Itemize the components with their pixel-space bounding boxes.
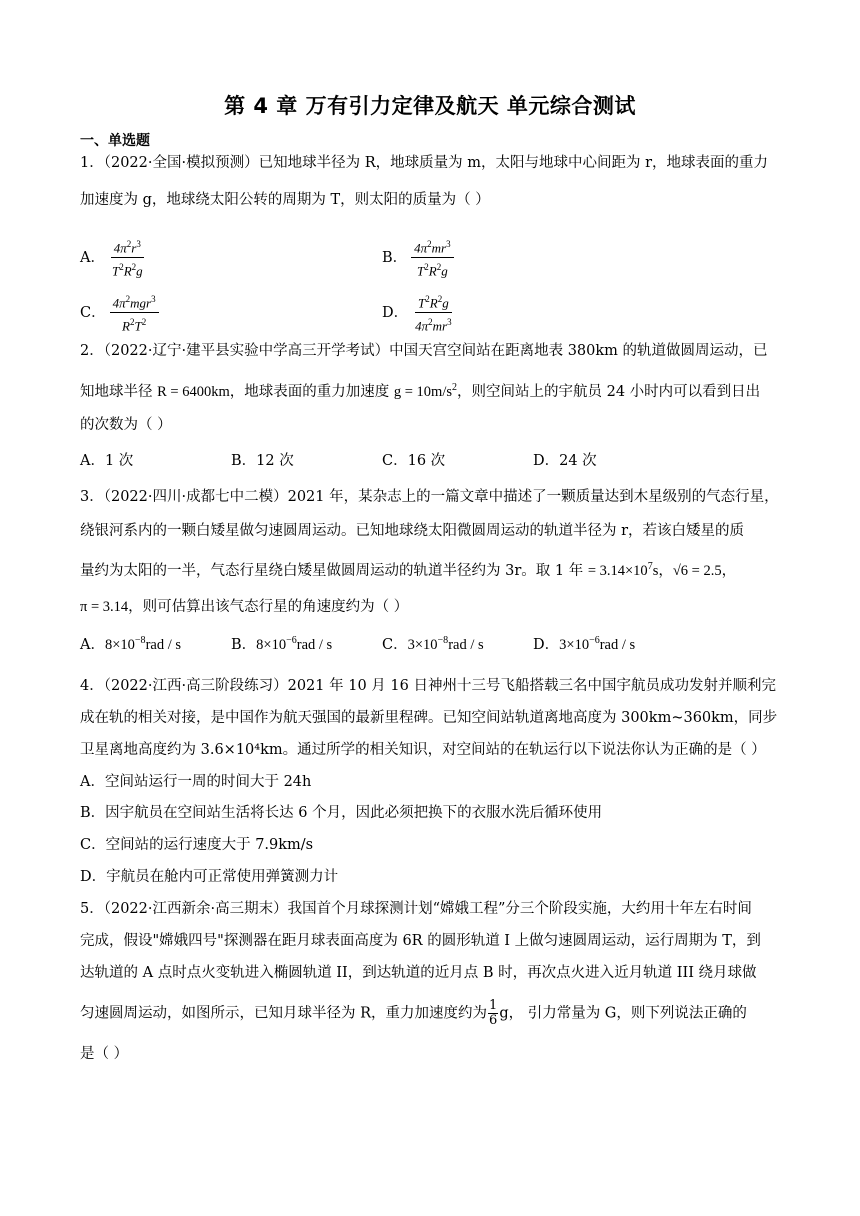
q2-option-d[interactable]: D．24 次 — [533, 453, 597, 469]
q1-option-a-formula: $\frac{4\pi^2r^3}{T^2R^2g}$ — [109, 236, 146, 280]
q4-line3: 卫星离地高度约为 3.6×10⁴km。通过所学的相关知识，对空间站的在轨运行以下说法你认为正确的是（ ） — [80, 742, 766, 758]
q2-radius-eq: R = 6400km — [157, 383, 230, 400]
q4-option-b[interactable]: B．因宇航员在空间站生活将长达 6 个月，因此必须把换下的衣服水洗后循环使用 — [80, 805, 603, 821]
q2-gravity-eq: $g = 10m/s^2$ — [393, 382, 457, 400]
q1-option-c[interactable]: C． $\frac{4\pi^2mgr^3}{R^2T^2}$ — [80, 291, 159, 335]
q2-option-b[interactable]: B．12 次 — [231, 453, 294, 469]
q2-line2: 知地球半径 R = 6400km，地球表面的重力加速度 $g = 10m/s^2$，则空间站上的宇航员 24 小时内可以看到日出 — [80, 382, 761, 400]
q1-option-b[interactable]: B． $\frac{4\pi^2mr^3}{T^2R^2g}$ — [382, 236, 454, 280]
page-title: 第 4 章 万有引力定律及航天 单元综合测试 — [224, 94, 636, 118]
q4-option-c[interactable]: C．空间站的运行速度大于 7.9km/s — [80, 837, 314, 853]
q3-option-c[interactable]: C．$3\times 10^{-8}rad / s$ — [382, 635, 484, 653]
q3-sqrt-eq: √6 = 2.5 — [672, 562, 722, 579]
q5-line3: 达轨道的 A 点时点火变轨进入椭圆轨道 II，到达轨道的近月点 B 时，再次点火进入近月轨道 III 绕月球做 — [80, 965, 757, 981]
q3-option-a[interactable]: A．$8\times 10^{-8}rad / s$ — [80, 635, 181, 653]
q2-option-a[interactable]: A．1 次 — [80, 453, 134, 469]
q2-line3: 的次数为（ ） — [80, 417, 172, 433]
q3-year-eq: = $3.14\times 10^7s$ — [587, 561, 659, 579]
q5-fraction: $\frac{1}{6}$ — [489, 998, 498, 1028]
q5-line4: 匀速圆周运动，如图所示，已知月球半径为 R，重力加速度约为 $\frac{1}{6}$ g， 引力常量为 G，则下列说法正确的 — [80, 998, 747, 1028]
q3-option-d[interactable]: D．$3\times 10^{-6}rad / s$ — [533, 635, 636, 653]
q4-option-d[interactable]: D．宇航员在舱内可正常使用弹簧测力计 — [80, 869, 339, 885]
q4-option-a[interactable]: A．空间站运行一周的时间大于 24h — [80, 774, 312, 790]
q4-line2: 成在轨的相关对接，是中国作为航天强国的最新里程碑。已知空间站轨道离地高度为 300km~360km，同步 — [80, 710, 778, 726]
q3-pi-eq: π = 3.14 — [80, 599, 129, 615]
q1-option-d[interactable]: D． $\frac{T^2R^2g}{4\pi^2mr^3}$ — [382, 291, 455, 335]
q3-line1: 3．（2022·四川·成都七中二模）2021 年，某杂志上的一篇文章中描述了一颗质量达到木星级别的气态行星， — [80, 489, 779, 505]
q2-line1: 2．（2022·辽宁·建平县实验中学高三开学考试）中国天宫空间站在距离地表 380km 的轨道做圆周运动，已 — [80, 343, 768, 359]
q3-line3: 量约为太阳的一半，气态行星绕白矮星做圆周运动的轨道半径约为 3r。取 1 年 = $3.14\times 10^7s$，√6 = 2.5， — [80, 561, 737, 579]
q1-option-d-formula: $\frac{T^2R^2g}{4\pi^2mr^3}$ — [412, 291, 454, 335]
q1-option-c-formula: $\frac{4\pi^2mgr^3}{R^2T^2}$ — [110, 291, 159, 335]
q3-line4: π = 3.14，则可估算出该气态行星的角速度约为（ ） — [80, 599, 409, 615]
q5-line1: 5．（2022·江西新余·高三期末）我国首个月球探测计划“嫦娥工程”分三个阶段实施，大约用十年左右时间 — [80, 901, 752, 917]
q4-line1: 4．（2022·江西·高三阶段练习）2021 年 10 月 16 日神州十三号飞船搭载三名中国宇航员成功发射并顺利完 — [80, 678, 776, 694]
q1-option-a[interactable]: A． $\frac{4\pi^2r^3}{T^2R^2g}$ — [80, 236, 146, 280]
q5-line5: 是（ ） — [80, 1046, 129, 1062]
q5-line2: 完成，假设"嫦娥四号"探测器在距月球表面高度为 6R 的圆形轨道 I 上做匀速圆周运动，运行周期为 T，到 — [80, 933, 761, 949]
q1-option-b-formula: $\frac{4\pi^2mr^3}{T^2R^2g}$ — [411, 236, 453, 280]
q2-option-c[interactable]: C．16 次 — [382, 453, 446, 469]
q3-option-b[interactable]: B．$8\times 10^{-6}rad / s$ — [231, 635, 333, 653]
q1-line2: 加速度为 g，地球绕太阳公转的周期为 T，则太阳的质量为（ ） — [80, 192, 490, 208]
q1-line1: 1．（2022·全国·模拟预测）已知地球半径为 R，地球质量为 m，太阳与地球中心间距为 r，地球表面的重力 — [80, 155, 769, 171]
q3-line2: 绕银河系内的一颗白矮星做匀速圆周运动。已知地球绕太阳微圆周运动的轨道半径为 r，若该白矮星的质 — [80, 523, 745, 539]
section-heading: 一、单选题 — [80, 133, 150, 149]
